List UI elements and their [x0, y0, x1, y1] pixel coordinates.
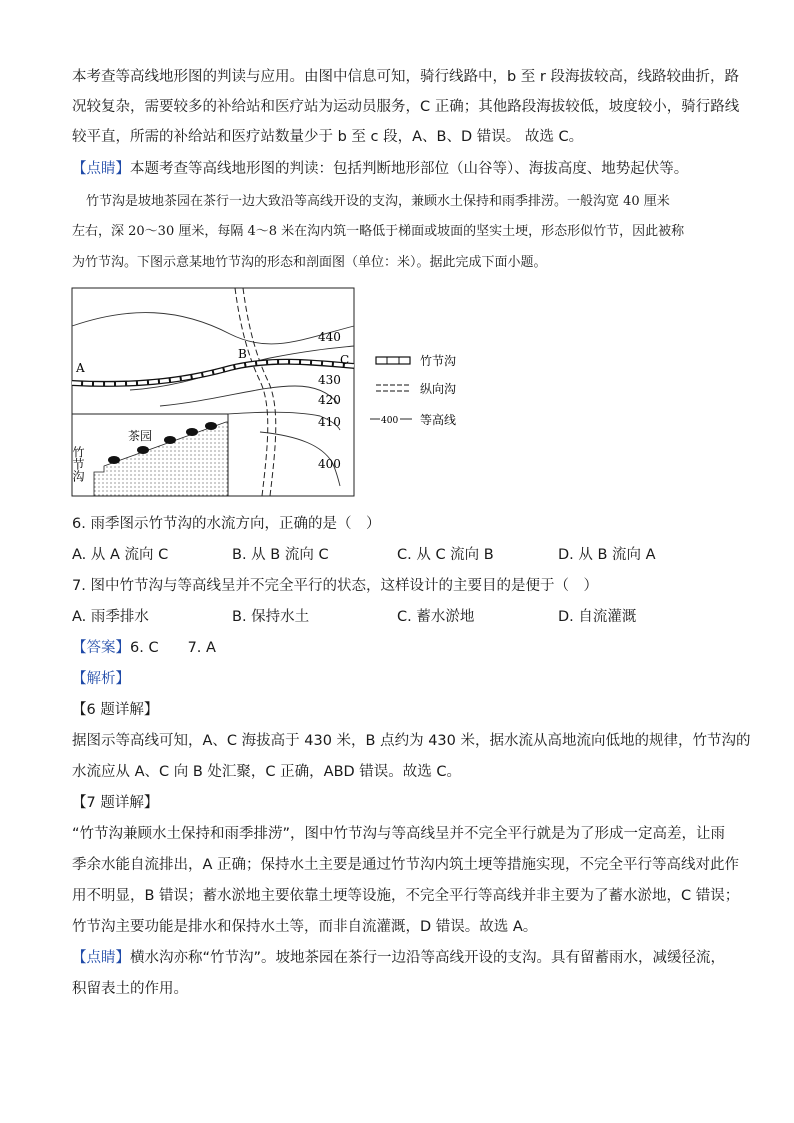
- detail7-line-4: 竹节沟主要功能是排水和保持水土等，而非自流灌溉，D 错误。故选 A。: [72, 919, 538, 935]
- point2-text: 横水沟亦称“竹节沟”。坡地茶园在茶行一边沿等高线开设的支沟。具有留蓄雨水，减缓径流，: [130, 950, 726, 966]
- tea-bush: [164, 436, 176, 444]
- point-tag: 【点睛】: [72, 161, 130, 177]
- point-text: 本题考查等高线地形图的判读：包括判断地形部位（山谷等）、海拔高度、地势起伏等。: [130, 161, 689, 177]
- answer-tag: 【答案】: [72, 640, 130, 656]
- passage-line-3: 为竹节沟。下图示意某地竹节沟的形态和剖面图（单位：米）。据此完成下面小题。: [72, 255, 547, 270]
- legend-contour-label: 等高线: [420, 413, 457, 427]
- passage-line-2: 左右，深 20～30 厘米，每隔 4～8 米在沟内筑一略低于梯面或坡面的坚实土埂，形态形似竹节，因此被称: [72, 224, 685, 239]
- q6-option-d[interactable]: D. 从 B 流向 A: [558, 547, 656, 563]
- legend-contour-value: 400: [381, 416, 399, 426]
- intro-line-2: 况较复杂，需要较多的补给站和医疗站为运动员服务，C 正确；其他路段海拔较低，坡度较小，骑行路线: [72, 99, 740, 115]
- figure-legend: [370, 353, 456, 427]
- detail6-title: 【6 题详解】: [72, 702, 159, 718]
- q7-option-a[interactable]: A. 雨季排水: [72, 609, 149, 625]
- q6-option-a[interactable]: A. 从 A 流向 C: [72, 547, 169, 563]
- analysis-heading: [72, 669, 130, 689]
- analysis-tag: 【解析】: [72, 671, 130, 687]
- point2-line-2: 积留表土的作用。: [72, 981, 188, 997]
- contour-figure: [70, 286, 470, 500]
- passage-line-1: 竹节沟是坡地茶园在茶行一边大致沿等高线开设的支沟，兼顾水土保持和雨季排涝。一般沟宽 40 厘米: [86, 194, 670, 209]
- point-a-label: A: [76, 361, 85, 375]
- detail6-line-1: 据图示等高线可知，A、C 海拔高于 430 米，B 点约为 430 米，据水流从高地流向低地的规律，竹节沟的: [72, 733, 751, 749]
- point-b-label: B: [238, 347, 247, 361]
- detail7-line-3: 用不明显，B 错误；蓄水淤地主要依靠土埂等设施，不完全平行等高线并非主要为了蓄水淤地，C 错误；: [72, 888, 740, 904]
- legend-zhujie-symbol: [376, 357, 410, 364]
- tea-bush: [186, 428, 198, 436]
- tea-bush: [137, 446, 149, 454]
- contour-label-440: 440: [318, 330, 341, 344]
- contour-label-410: 410: [318, 415, 341, 429]
- point-note-2: [72, 948, 725, 968]
- detail7-line-1: “竹节沟兼顾水土保持和雨季排涝”，图中竹节沟与等高线呈并不完全平行就是为了形成一定高差，让雨: [72, 826, 726, 842]
- detail7-line-2: 季余水能自流排出，A 正确；保持水土主要是通过竹节沟内筑土埂等措施实现，不完全平行等高线对此作: [72, 857, 740, 873]
- q7-option-b[interactable]: B. 保持水土: [232, 609, 310, 625]
- contour-label-400: 400: [318, 457, 341, 471]
- tea-bush: [205, 422, 217, 430]
- answer-text: 6. C 7. A: [130, 640, 216, 656]
- contour-label-430: 430: [318, 373, 341, 387]
- inset-ditch-label: 竹节沟: [71, 446, 85, 482]
- contour-label-420: 420: [318, 393, 341, 407]
- q7-option-c[interactable]: C. 蓄水淤地: [397, 609, 475, 625]
- detail6-line-2: 水流应从 A、C 向 B 处汇聚，C 正确，ABD 错误。故选 C。: [72, 764, 462, 780]
- q7-stem: 7. 图中竹节沟与等高线呈并不完全平行的状态，这样设计的主要目的是便于（ ）: [72, 578, 598, 594]
- tea-bush: [108, 456, 120, 464]
- point-note-1: [72, 159, 688, 179]
- inset-garden-label: 茶园: [128, 429, 153, 443]
- q6-option-c[interactable]: C. 从 C 流向 B: [397, 547, 494, 563]
- q6-option-b[interactable]: B. 从 B 流向 C: [232, 547, 329, 563]
- point-c-label: C: [340, 353, 350, 367]
- answer-line: [72, 638, 216, 658]
- legend-zhujie-label: 竹节沟: [420, 354, 457, 368]
- legend-zongxiang-label: 纵向沟: [420, 382, 457, 396]
- q6-stem: 6. 雨季图示竹节沟的水流方向，正确的是（ ）: [72, 516, 381, 532]
- intro-line-3: 较平直，所需的补给站和医疗站数量少于 b 至 c 段，A、B、D 错误。 故选 C。: [72, 129, 584, 145]
- intro-line-1: 本考查等高线地形图的判读与应用。由图中信息可知，骑行线路中，b 至 r 段海拔较高，线路较曲折，路: [72, 69, 739, 85]
- detail7-title: 【7 题详解】: [72, 795, 159, 811]
- q7-option-d[interactable]: D. 自流灌溉: [558, 609, 637, 625]
- point2-tag: 【点睛】: [72, 950, 130, 966]
